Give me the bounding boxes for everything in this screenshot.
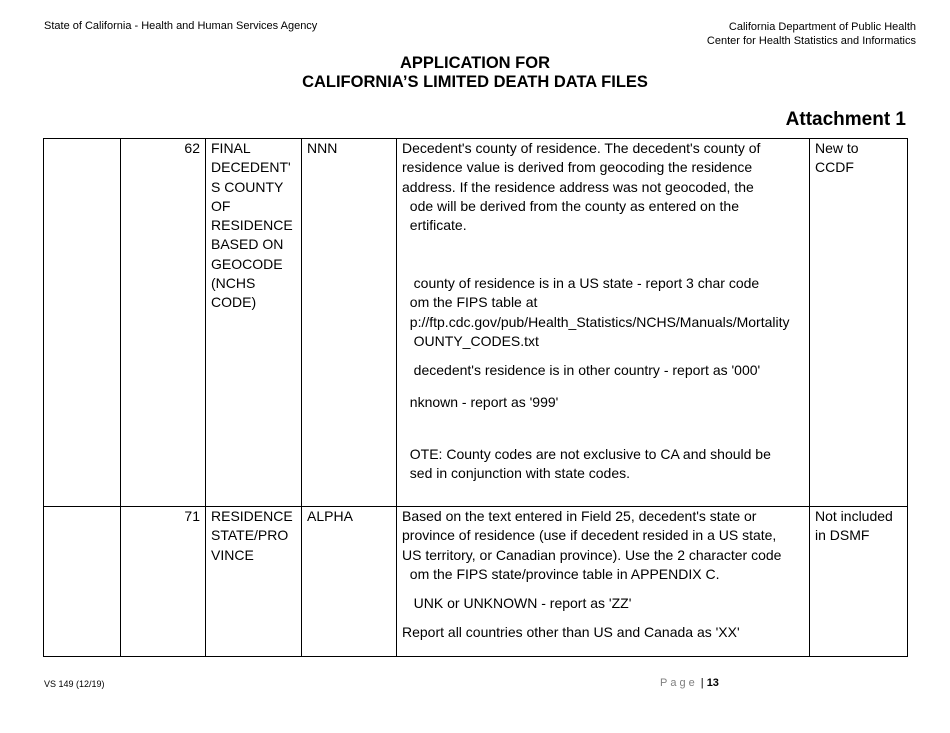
field-name-line: OF [211, 197, 231, 214]
description-line: ode will be derived from the county as entered on the [402, 197, 739, 214]
field-name-line: S COUNTY [211, 178, 284, 195]
description-line: p://ftp.cdc.gov/pub/Health_Statistics/NCHS/Manuals/Mortality [402, 313, 790, 330]
field-number: 62 [121, 139, 206, 507]
field-type: ALPHA [302, 507, 397, 657]
field-name-line: RESIDENCE [211, 508, 293, 524]
page-indicator [660, 677, 719, 689]
field-name-line: GEOCODE [211, 255, 283, 272]
field-name-line: CODE) [211, 294, 257, 311]
description-line: Report all countries other than US and Canada as 'XX' [402, 624, 740, 641]
description-line: om the FIPS state/province table in APPENDIX C. [402, 565, 720, 582]
header-department [707, 20, 916, 48]
description-line [402, 235, 804, 254]
description-line: OTE: County codes are not exclusive to CA and should be [402, 446, 771, 463]
description-line [402, 412, 804, 431]
description-line: Decedent's county of residence. The decedent's county of [402, 140, 761, 156]
field-name-line: RESIDENCE [211, 217, 293, 234]
table-row [44, 139, 908, 507]
description-line [402, 381, 804, 393]
attachment-label: Attachment 1 [785, 109, 906, 130]
field-name [206, 139, 302, 507]
description-line: ertificate. [402, 217, 467, 234]
header-department-line1: California Department of Public Health [728, 21, 916, 33]
form-number: VS 149 (12/19) [44, 679, 105, 689]
blank-cell [44, 139, 121, 507]
page-number: 13 [706, 677, 719, 689]
description-line: om the FIPS table at [402, 294, 538, 311]
field-name-line: DECEDENT' [211, 159, 291, 176]
data-field-table [43, 138, 908, 657]
blank-cell [44, 507, 121, 657]
field-name-line: VINCE [211, 546, 254, 563]
description-line: OUNTY_CODES.txt [402, 332, 539, 349]
field-description [397, 507, 810, 657]
description-line: sed in conjunction with state codes. [402, 465, 631, 482]
field-note [810, 507, 908, 657]
description-line: address. If the residence address was not geocoded, the [402, 178, 754, 195]
page-title-line1: APPLICATION FOR [399, 54, 551, 72]
description-line [402, 351, 804, 361]
description-line: nknown - report as '999' [402, 393, 559, 410]
description-line: province of residence (use if decedent resided in a US state, [402, 527, 777, 544]
description-line: residence value is derived from geocoding the residence [402, 159, 753, 176]
description-line: US territory, or Canadian province). Use the 2 character code [402, 546, 782, 563]
field-note-line: New to [815, 140, 859, 156]
field-name-line: BASED ON [211, 236, 284, 253]
description-line [402, 613, 804, 623]
description-line [402, 255, 804, 274]
page-title-line2: CALIFORNIA’S LIMITED DEATH DATA FILES [302, 73, 648, 91]
field-note-line: in DSMF [815, 527, 870, 544]
description-line: decedent's residence is in other country - report as '000' [402, 362, 761, 379]
header-department-line2: Center for Health Statistics and Informatics [706, 35, 916, 47]
description-line [402, 431, 804, 441]
description-line: UNK or UNKNOWN - report as 'ZZ' [402, 595, 632, 612]
field-note [810, 139, 908, 507]
field-type: NNN [302, 139, 397, 507]
description-line: county of residence is in a US state - report 3 char code [402, 275, 760, 292]
description-line: Based on the text entered in Field 25, decedent's state or [402, 508, 757, 524]
page-title [0, 54, 950, 92]
field-name [206, 507, 302, 657]
field-note-line: Not included [815, 508, 893, 524]
field-name-line: (NCHS [211, 275, 256, 292]
field-name-line: FINAL [211, 140, 251, 156]
description-line [402, 584, 804, 594]
page-label: Page [660, 677, 698, 689]
header-agency: State of California - Health and Human Services Agency [44, 20, 318, 32]
field-number: 71 [121, 507, 206, 657]
page-separator: | [700, 677, 704, 689]
field-name-line: STATE/PRO [211, 527, 289, 544]
field-description [397, 139, 810, 507]
field-note-line: CCDF [815, 159, 854, 176]
table-row [44, 507, 908, 657]
